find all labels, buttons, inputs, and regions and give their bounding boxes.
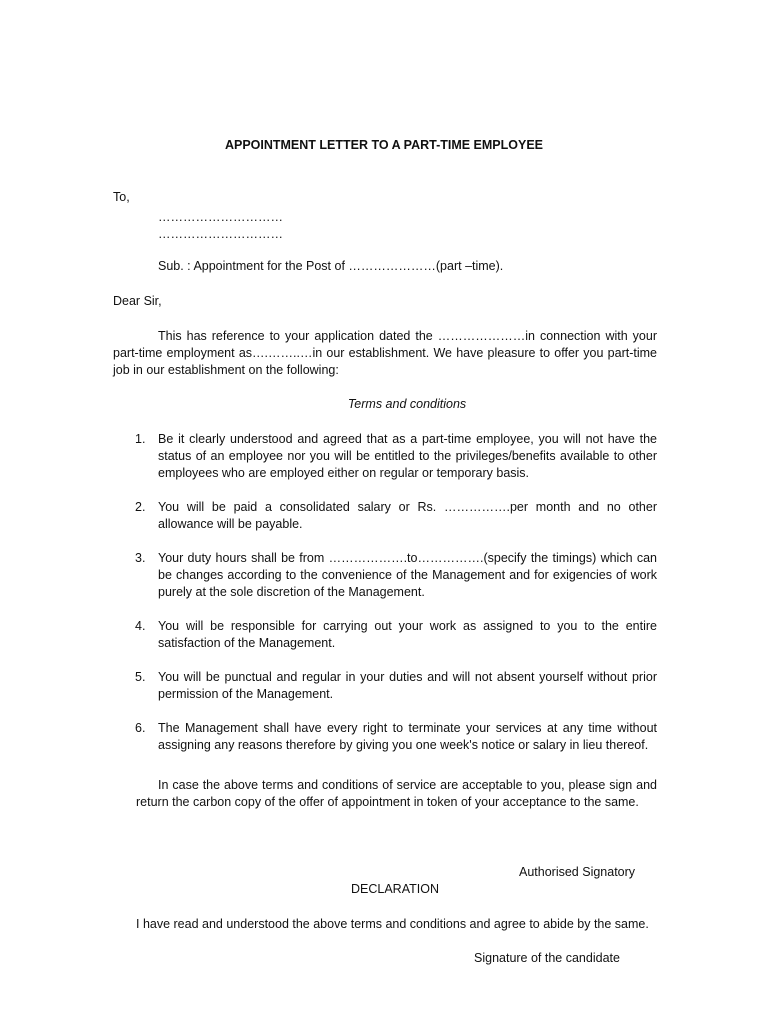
subject-line: Sub. : Appointment for the Post of …………………(part –time).: [158, 259, 504, 273]
term-text: Be it clearly understood and agreed that as a part-time employee, you will not have the status of an employee nor you will be entitled to the privileges/benefits available to other employees who are employed either on regular or temporary basis.: [158, 432, 657, 480]
declaration-text: I have read and understood the above terms and conditions and agree to abide by the same.: [136, 917, 649, 931]
terms-heading: Terms and conditions: [347, 397, 467, 411]
term-item: [113, 431, 657, 482]
term-number: 2.: [135, 500, 146, 514]
term-number: 6.: [135, 721, 146, 735]
terms-list: [113, 431, 657, 754]
term-item: [113, 550, 657, 601]
term-item: [113, 618, 657, 652]
salutation: Dear Sir,: [113, 294, 162, 308]
term-text: You will be punctual and regular in your duties and will not absent yourself without prior permission of the Management.: [158, 670, 657, 701]
address-line-1: …………………………: [158, 210, 283, 224]
candidate-signature: Signature of the candidate: [474, 951, 620, 965]
closing-paragraph: In case the above terms and conditions of service are acceptable to you, please sign and return the carbon copy of the offer of appointment in token of your acceptance to the same.: [136, 778, 657, 809]
term-number: 3.: [135, 551, 146, 565]
term-item: [113, 669, 657, 703]
term-number: 4.: [135, 619, 146, 633]
to-label: To,: [113, 190, 130, 204]
term-text: Your duty hours shall be from ……………….to…………….(specify the timings) which can be changes according to the convenience of the Management and for exigencies of work purely at the sole discretion of the Management.: [158, 551, 657, 599]
term-item: [113, 720, 657, 754]
term-number: 1.: [135, 432, 146, 446]
declaration-heading: DECLARATION: [351, 882, 439, 896]
term-item: [113, 499, 657, 533]
term-text: The Management shall have every right to terminate your services at any time without assigning any reasons therefore by giving you one week's notice or salary in lieu thereof.: [158, 721, 657, 752]
address-line-2: …………………………: [158, 227, 283, 241]
intro-paragraph: This has reference to your application dated the …………………in connection with your part-time employment as….……..…in our establishment. We have pleasure to offer you part-time job in our establishment on the following:: [113, 329, 657, 377]
authorised-signatory: Authorised Signatory: [519, 865, 636, 879]
page-title: APPOINTMENT LETTER TO A PART-TIME EMPLOYEE: [224, 138, 544, 152]
term-text: You will be paid a consolidated salary or Rs. …………….per month and no other allowance will be payable.: [158, 500, 657, 531]
term-number: 5.: [135, 670, 146, 684]
term-text: You will be responsible for carrying out your work as assigned to you to the entire satisfaction of the Management.: [158, 619, 657, 650]
